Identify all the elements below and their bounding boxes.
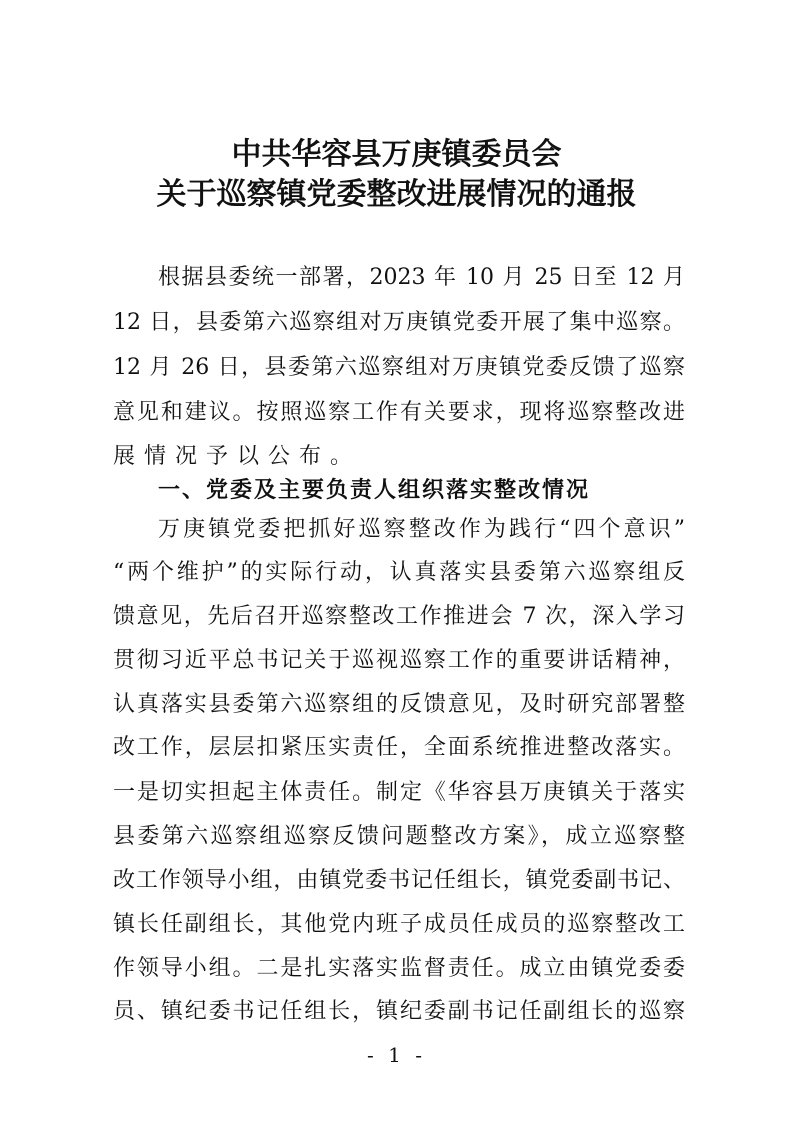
body-text-line: 员、镇纪委书记任组长，镇纪委副书记任副组长的巡察 [113, 999, 685, 1024]
body-text-line: 改工作，层层扣紧压实责任，全面系统推进整改落实。 [113, 735, 685, 760]
body-text-line: 镇长任副组长，其他党内班子成员任成员的巡察整改工 [113, 912, 685, 937]
body-text-line: 改工作领导小组，由镇党委书记任组长，镇党委副书记、 [113, 868, 685, 893]
document-title-line-2: 关于巡察镇党委整改进展情况的通报 [156, 177, 637, 212]
section-heading: 一、党委及主要负责人组织落实整改情况 [158, 478, 591, 503]
body-text-line: 12 日，县委第六巡察组对万庚镇党委开展了集中巡察。 [113, 310, 685, 335]
body-text-line: “两个维护”的实际行动，认真落实县委第六巡察组反 [113, 560, 685, 585]
body-text-line: 县委第六巡察组巡察反馈问题整改方案》，成立巡察整 [113, 824, 685, 849]
body-text-line: 贯彻习近平总书记关于巡视巡察工作的重要讲话精神， [113, 648, 685, 673]
body-text-line: 12 月 26 日，县委第六巡察组对万庚镇党委反馈了巡察 [113, 355, 685, 380]
body-text-line: 馈意见，先后召开巡察整改工作推进会 7 次，深入学习 [113, 604, 685, 629]
body-text-line: 作领导小组。二是扎实落实监督责任。成立由镇党委委 [113, 956, 685, 981]
body-text-line: 认真落实县委第六巡察组的反馈意见，及时研究部署整 [113, 692, 685, 717]
body-text-line: 意见和建议。按照巡察工作有关要求，现将巡察整改进 [113, 400, 685, 425]
document-title-line-1: 中共华容县万庚镇委员会 [231, 137, 562, 172]
body-text-line: 展情况予以公布。 [113, 444, 362, 469]
page-number: - 1 - [367, 1043, 426, 1067]
body-text-line: 根据县委统一部署，2023 年 10 月 25 日至 12 月 [158, 265, 685, 290]
body-text-line: 万庚镇党委把抓好巡察整改作为践行“四个意识” [158, 517, 685, 542]
body-text-line: 一是切实担起主体责任。制定《华容县万庚镇关于落实 [113, 780, 685, 805]
